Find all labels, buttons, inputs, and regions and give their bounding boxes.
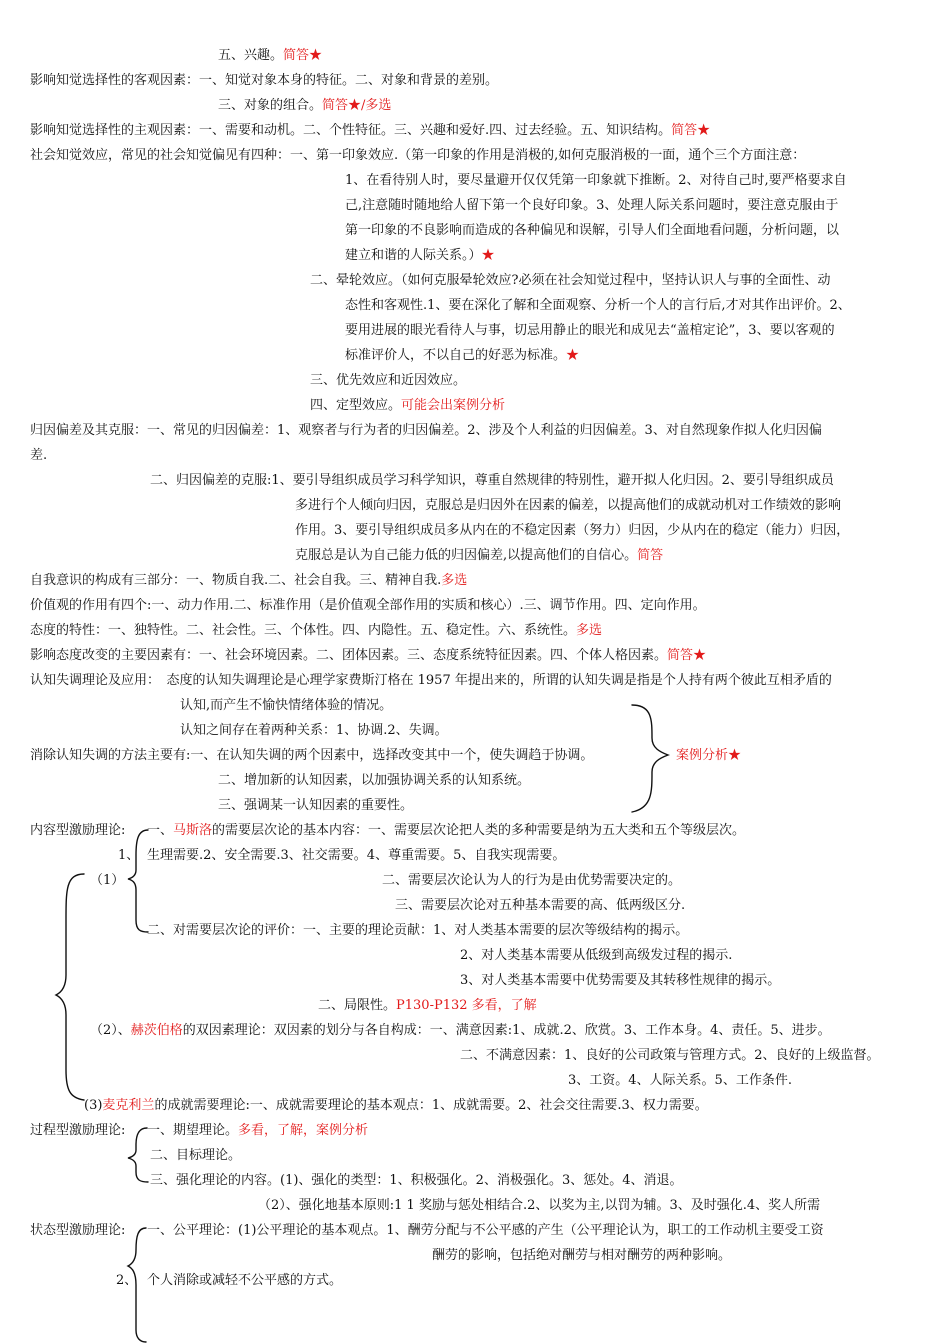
left-brace <box>128 1128 148 1182</box>
item-number: 2、 <box>116 1273 138 1288</box>
right-brace <box>632 705 668 812</box>
text-line: 3、工资。4、人际关系。5、工作条件. <box>568 1073 792 1088</box>
text-line: 多进行个人倾向归因，克服总是归因外在因素的偏差，以提高他们的成就动机对工作绩效的影响 <box>295 498 842 513</box>
text-line: 认知之间存在着两种关系：1、协调.2、失调。 <box>180 723 448 738</box>
text-line: 个人消除或减轻不公平感的方式。 <box>147 1273 343 1288</box>
text-line: 二、需要层次论认为人的行为是由优势需要决定的。 <box>382 873 682 888</box>
section-heading: 状态型激励理论: <box>30 1223 126 1238</box>
text-line: 影响知觉选择性的主观因素：一、需要和动机。二、个性特征。三、兴趣和爱好.四、过去经验。五、知识结构。简答★ <box>30 123 711 138</box>
text-line: 标准评价人，不以自己的好恶为标准。★ <box>345 348 580 363</box>
text-line: 二、不满意因素：1、良好的公司政策与管理方式。2、良好的上级监督。 <box>460 1048 880 1063</box>
text-line: 自我意识的构成有三部分：一、物质自我.二、社会自我。三、精神自我.多选 <box>30 573 468 588</box>
text-line: 三、对象的组合。简答★/多选 <box>218 98 392 113</box>
text-line: 二、归因偏差的克服:1、要引导组织成员学习科学知识，尊重自然规律的特别性，避开拟人化归因。2、要引导组织成员 <box>150 473 834 488</box>
text-line: 三、需要层次论对五种基本需要的高、低两级区分. <box>382 898 686 913</box>
text-line: 第一印象的不良影响而造成的各种偏见和误解，引导人们全面地看问题，分析问题，以 <box>345 223 840 238</box>
text-line: 建立和谐的人际关系。）★ <box>345 248 495 263</box>
text-line: 消除认知失调的方法主要有:一、在认知失调的两个因素中，选择改变其中一个，使失调趋于协调。 <box>30 748 594 763</box>
text-line: 四、定型效应。可能会出案例分析 <box>310 398 506 413</box>
text-line: 生理需要.2、安全需要.3、社交需要。4、尊重需要。5、自我实现需要。 <box>147 848 566 863</box>
text-line: 态度的特性：一、独特性。二、社会性。三、个体性。四、内隐性。五、稳定性。六、系统性。多选 <box>30 623 603 638</box>
text-line: 作用。3、要引导组织成员多从内在的不稳定因素（努力）归因，少从内在的稳定（能力）归因， <box>295 523 850 538</box>
text-line: 影响态度改变的主要因素有：一、社会环境因素。二、团体因素。三、态度系统特征因素。四、个体人格因素。简答★ <box>30 648 707 663</box>
text-line: (3)麦克利兰的成就需要理论:一、成就需要理论的基本观点：1、成就需要。2、社会交往需要.3、权力需要。 <box>84 1098 708 1113</box>
left-brace <box>128 830 148 932</box>
text-line: 一、公平理论：(1)公平理论的基本观点。1、酬劳分配与不公平感的产生（公平理论认为，职工的工作动机主要受工资 <box>147 1223 824 1238</box>
text-line: 认知,而产生不愉快情绪体验的情况。 <box>180 698 393 713</box>
text-line: 五、兴趣。简答★ <box>218 48 323 63</box>
item-number: （1） <box>90 873 125 888</box>
text-line: 三、强化理论的内容。(1)、强化的类型：1、积极强化。2、消极强化。3、惩处。4、消退。 <box>150 1173 683 1188</box>
text-line: 差. <box>30 448 48 463</box>
text-line: 三、强调某一认知因素的重要性。 <box>218 798 414 813</box>
text-line: 归因偏差及其克服：一、常见的归因偏差：1、观察者与行为者的归因偏差。2、涉及个人利益的归因偏差。3、对自然现象作拟人化归因偏 <box>30 423 822 438</box>
text-line: 克服总是认为自己能力低的归因偏差,以提高他们的自信心。简答 <box>295 548 664 563</box>
text-line: 1、在看待别人时，要尽量避开仅仅凭第一印象就下推断。2、对待自己时,要严格要求自 <box>345 173 847 188</box>
text-line: 酬劳的影响，包括绝对酬劳与相对酬劳的两种影响。 <box>432 1248 732 1263</box>
text-line: 影响知觉选择性的客观因素：一、知觉对象本身的特征。二、对象和背景的差别。 <box>30 73 499 88</box>
text-line: 一、马斯洛的需要层次论的基本内容：一、需要层次论把人类的多种需要是纳为五大类和五个等级层次。 <box>147 823 746 838</box>
text-line: 要用进展的眼光看待人与事，切忌用静止的眼光和成见去“盖棺定论”，3、要以客观的 <box>345 323 835 338</box>
item-number: 1、 <box>118 848 140 863</box>
text-line: 二、局限性。P130-P132 多看，了解 <box>318 998 537 1013</box>
section-heading: 内容型激励理论: <box>30 823 126 838</box>
text-line: （2）、强化地基本原则:1 1 奖励与惩处相结合.2、以奖为主,以罚为辅。3、及时强化.4、奖人所需 <box>258 1198 821 1213</box>
annotation-note: 案例分析★ <box>676 748 742 763</box>
text-line: （2）、赫茨伯格的双因素理论：双因素的划分与各自构成：一、满意因素:1、成就.2、欣赏。3、工作本身。4、责任。5、进步。 <box>90 1023 831 1038</box>
text-line: 二、晕轮效应。（如何克服晕轮效应?必须在社会知觉过程中，坚持认识人与事的全面性、动 <box>310 273 831 288</box>
text-line: 二、目标理论。 <box>150 1148 242 1163</box>
text-line: 2、对人类基本需要从低级到高级发过程的揭示. <box>460 948 733 963</box>
section-heading: 过程型激励理论: <box>30 1123 126 1138</box>
text-line: 一、期望理论。多看，了解，案例分析 <box>147 1123 369 1138</box>
text-line: 3、对人类基本需要中优势需要及其转移性规律的揭示。 <box>460 973 781 988</box>
left-brace-large <box>56 874 84 1100</box>
text-line: 态性和客观性.1、要在深化了解和全面观察、分析一个人的言行后,才对其作出评价。2、 <box>345 298 851 313</box>
text-line: 社会知觉效应，常见的社会知觉偏见有四种：一、第一印象效应.（第一印象的作用是消极的,如何克服消极的一面，通个三个方面注意： <box>30 148 806 163</box>
text-line: 认知失调理论及应用： 态度的认知失调理论是心理学家费斯汀格在 1957 年提出来的，所谓的认知失调是指是个人持有两个彼此互相矛盾的 <box>30 673 832 688</box>
text-line: 二、增加新的认知因素，以加强协调关系的认知系统。 <box>218 773 531 788</box>
text-line: 二、对需要层次论的评价：一、主要的理论贡献：1、对人类基本需要的层次等级结构的揭示。 <box>147 923 689 938</box>
text-line: 己,注意随时随地给人留下第一个良好印象。3、处理人际关系问题时，要注意克服由于 <box>345 198 839 213</box>
text-line: 价值观的作用有四个:一、动力作用.二、标准作用（是价值观全部作用的实质和核心）.三、调节作用。四、定向作用。 <box>30 598 706 613</box>
text-line: 三、优先效应和近因效应。 <box>310 373 467 388</box>
